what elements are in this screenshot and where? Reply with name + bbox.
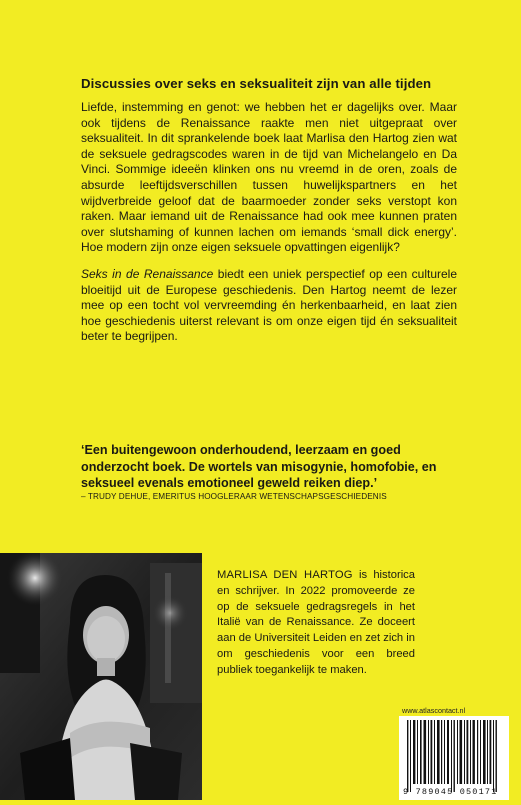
isbn-barcode [399,716,509,800]
blurb-paragraph-2-text: biedt een uniek perspectief op een culturele bloeitijd uit de Europese geschiedenis. Den Hartog neemt de lezer mee op een tocht vol vervreemding én herkenbaarheid, en laat zien hoe geschiedenis uiterst relevant is om onze eigen tijd én seksualiteit beter te begrijpen. [81,266,458,344]
author-bio-text: is historica en schrijver. In 2022 promoveerde ze op de seksuele gedragsregels in het Italië van de Renaissance. Ze doceert aan de Universiteit Leiden en zet zich in om geschiedenis voor een breed publiek toegankelijk te maken. [217,569,415,676]
author-photo-image [0,553,202,800]
review-quote: ‘Een buitengewoon onderhoudend, leerzaam en goed onderzocht boek. De wortels van misogynie, homofobie, en seksueel evenals emotioneel geweld reiken diep.’ [81,443,437,491]
author-photo [0,553,202,800]
book-title-italic: Seks in de Renaissance [81,266,214,281]
author-bio [217,568,415,679]
section-heading: Discussies over seks en seksualiteit zijn van alle tijden [81,76,432,91]
blurb-paragraph-2 [81,267,457,345]
isbn-number: 9 789045 050171 [403,787,498,797]
author-name: MARLISA DEN HARTOG [217,569,353,581]
blurb-paragraph-1: Liefde, instemming en genot: we hebben het er dagelijks over. Maar ook tijdens de Renaissance raakte men niet uitgepraat over seksualiteit. In dit sprankelende boek laat Marlisa den Hartog zien wat de seksuele gedragscodes waren in de tijd van Michelangelo en Da Vinci. Sommige ideeën klinken ons nu vreemd in de oren, zoals de absurde leeftijdsverschillen tussen huwelijkspartners en het wijdverbreide geloof dat de baarmoeder zonder seks verstopt kon raken. Maar iemand uit de Renaissance had ook mee kunnen praten over slutshaming of kunnen lachen om iemands ‘small dick energy’. Hoe modern zijn onze eigen seksuele opvattingen eigenlijk? [81,100,457,255]
quote-attribution: – TRUDY DEHUE, EMERITUS HOOGLERAAR WETENSCHAPSGESCHIEDENIS [81,492,387,501]
publisher-url: www.atlascontact.nl [402,706,466,715]
blurb [81,100,457,356]
